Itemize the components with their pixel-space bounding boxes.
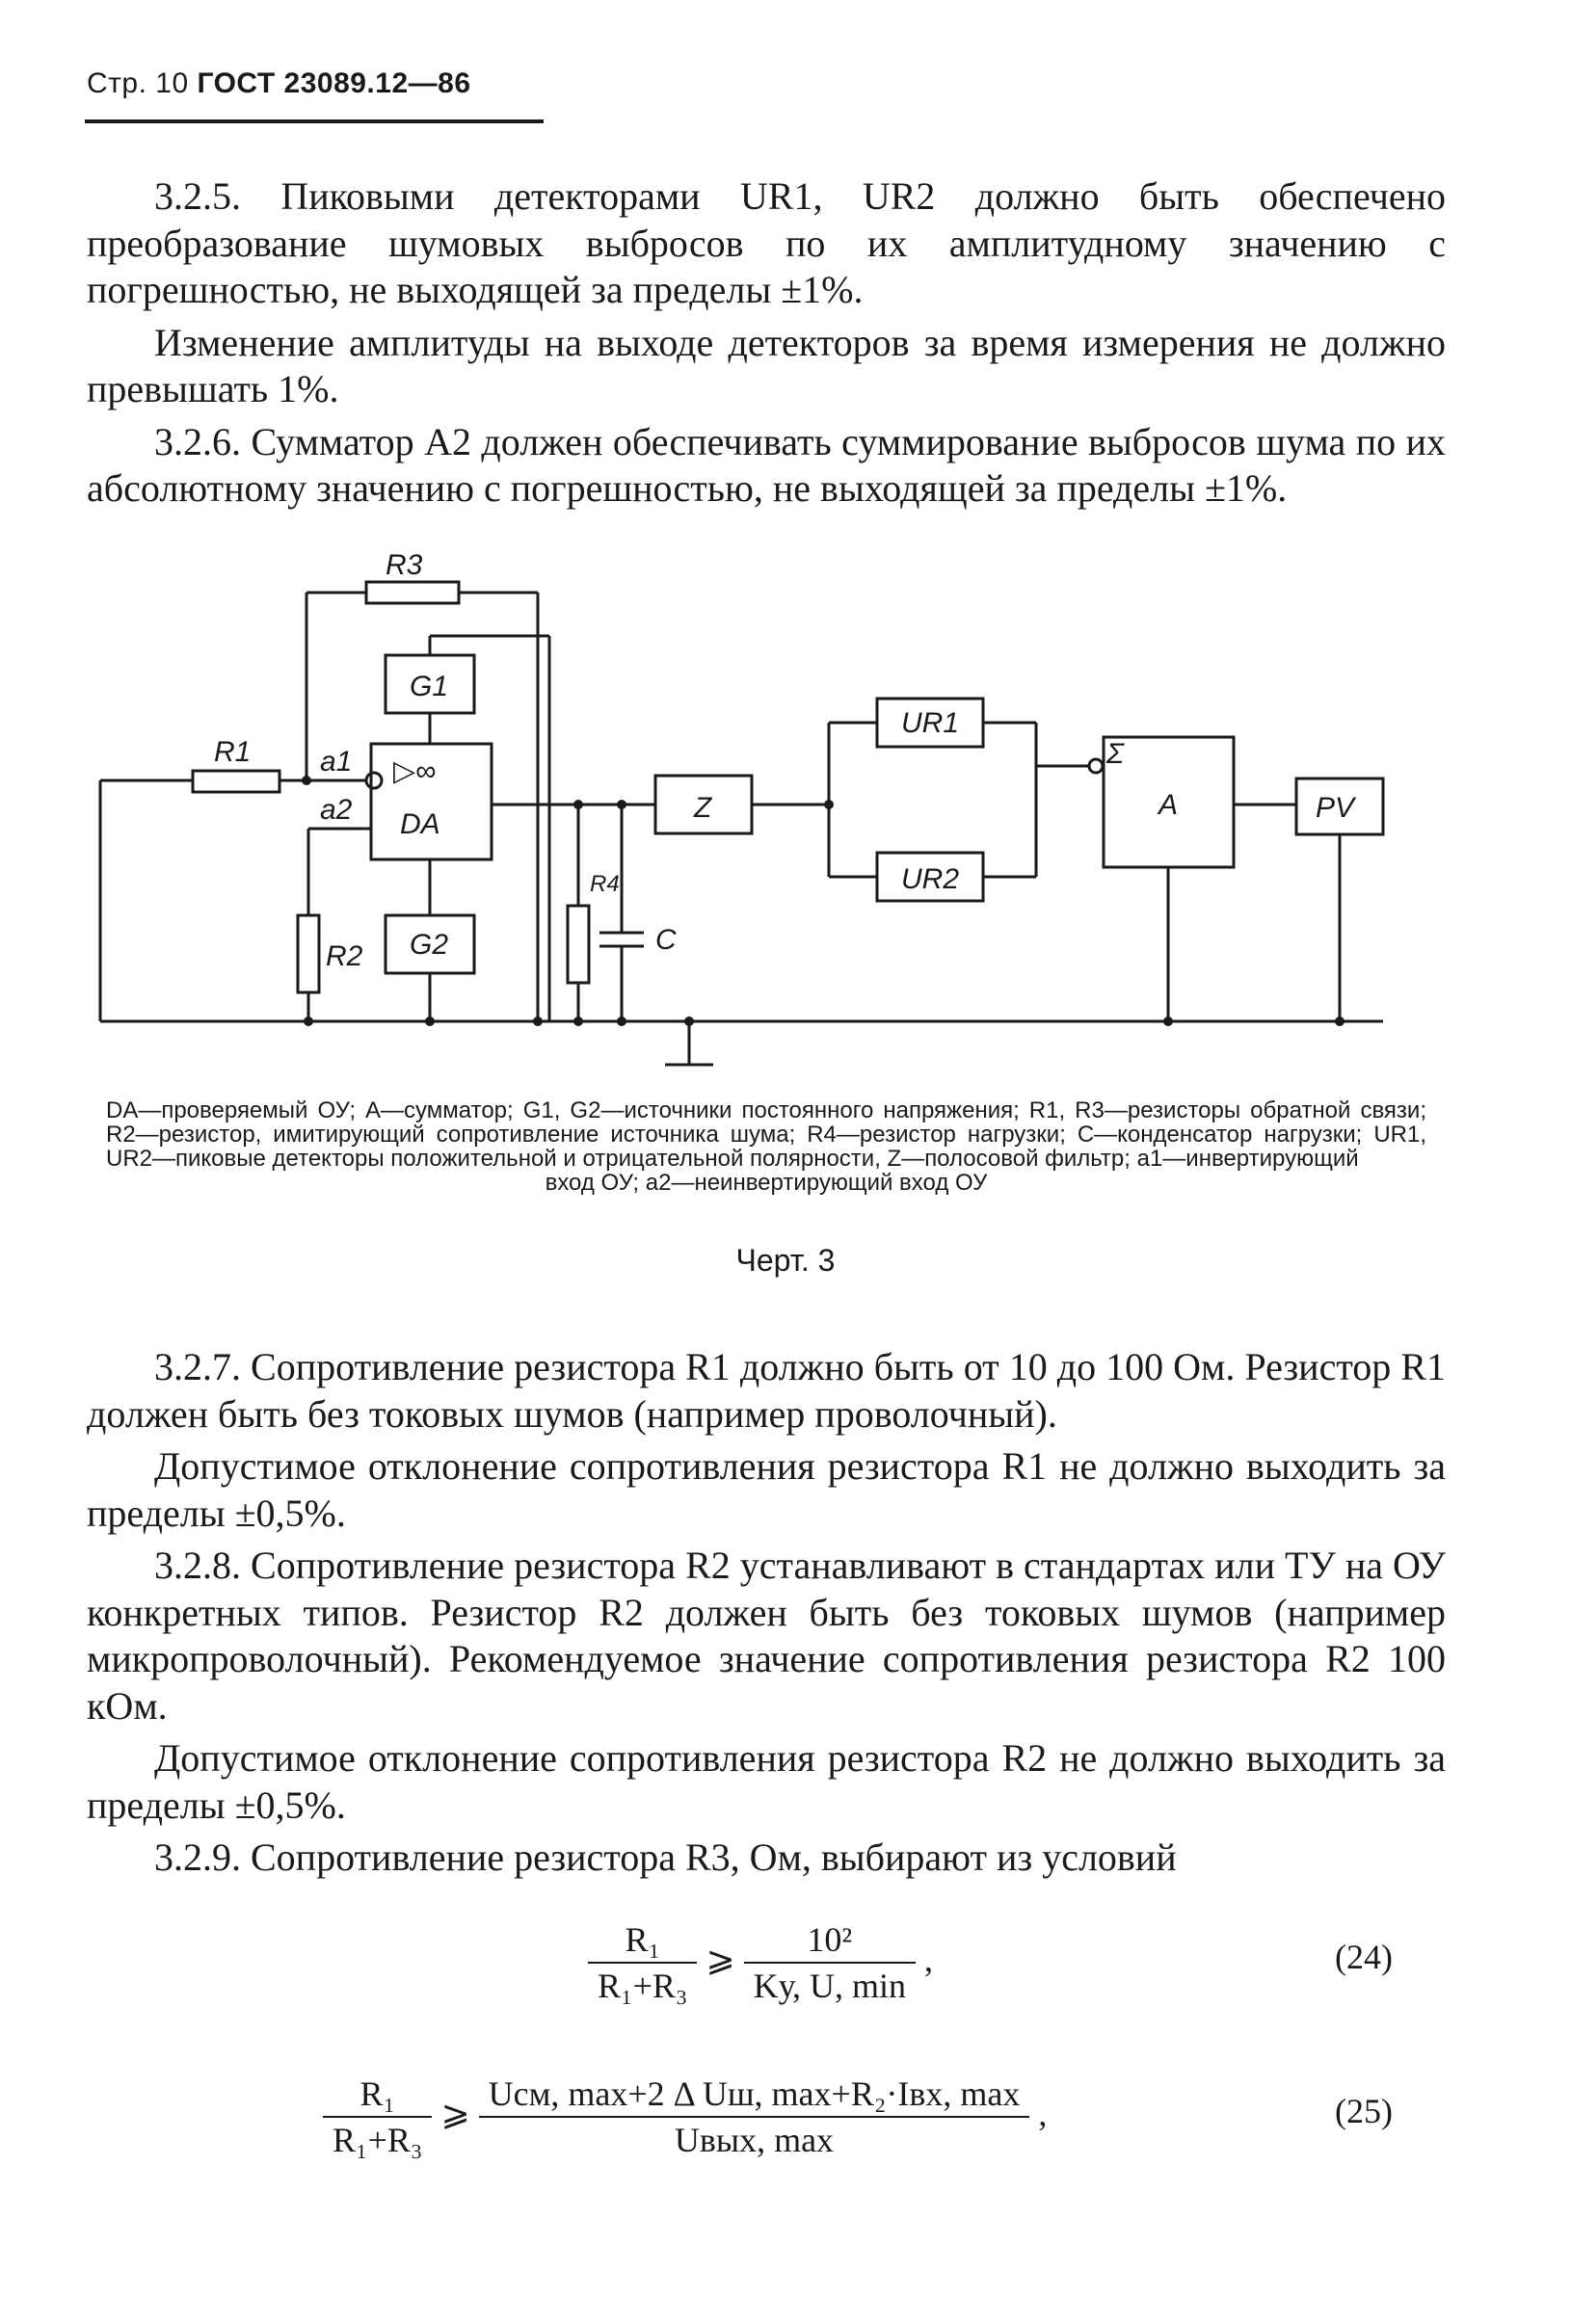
label-opamp: ▷∞ (393, 755, 437, 787)
label-g1: G1 (410, 671, 449, 702)
label-r3: R3 (386, 549, 423, 581)
figure-title: Черт. 3 (735, 1243, 836, 1278)
label-a: A (1158, 789, 1179, 821)
formula-24-lhs-num: R₁ (588, 1917, 697, 1964)
label-da: DA (400, 808, 440, 840)
paragraph-3-2-8-b: Допустимое отклонение сопротивления резистора R2 не должно выходить за пределы ±0,5%. (87, 1736, 1446, 1827)
formula-25-rhs-num: Uсм, max+2 Δ Uш, max+R₂·Iвх, max (479, 2072, 1030, 2118)
formula-24-rhs-den: Kу, U, min (753, 1967, 907, 2005)
page-number: Стр. 10 (87, 67, 189, 99)
formula-25-tail: , (1038, 2094, 1048, 2133)
formula-24-tail: , (924, 1940, 934, 1979)
document-code: ГОСТ 23089.12—86 (197, 67, 471, 99)
formula-25 (323, 2072, 1047, 2162)
label-a1: a1 (320, 746, 353, 778)
resistor-r1 (193, 771, 280, 792)
paragraph-3-2-5: 3.2.5. Пиковыми детекторами UR1, UR2 должно быть обеспечено преобразование шумовых выбросов по их амплитудному значению с погрешностью, не выходящей за пределы ±1%. (87, 174, 1446, 311)
formula-24-relation: ⩾ (706, 1940, 735, 1979)
resistor-r4 (568, 906, 589, 983)
formula-24-lhs-den: R₁+R₃ (598, 1967, 688, 2005)
page-header (87, 67, 471, 100)
formula-25-relation: ⩾ (440, 2094, 470, 2133)
paragraph-3-2-6: 3.2.6. Сумматор A2 должен обеспечивать суммирование выбросов шума по их абсолютному значению с погрешностью, не выходящей за пределы ±1%. (87, 419, 1446, 510)
figure-caption (106, 1098, 1426, 1195)
label-ur1: UR1 (901, 707, 960, 739)
label-sigma: Σ (1106, 738, 1124, 770)
caption-last-line: вход ОУ; a2—неинвертирующий вход ОУ (545, 1170, 988, 1196)
text-block-bottom (87, 1344, 1446, 1882)
formula-25-rhs (479, 2072, 1030, 2162)
label-z: Z (694, 792, 712, 824)
text-block-top (87, 173, 1446, 513)
label-r4: R4 (590, 871, 620, 897)
label-r1: R1 (214, 736, 252, 768)
paragraph-3-2-8: 3.2.8. Сопротивление резистора R2 устанавливают в стандартах или ТУ на ОУ конкретных типов. Резистор R2 должен быть без токовых шумов (например микропроволочный). Рекомендуемое значение сопротивления резистора R2 100 кОм. (87, 1544, 1446, 1728)
caption-text: DA—проверяемый ОУ; A—сумматор; G1, G2—источники постоянного напряжения; R1, R3—резисторы обратной связи; R2—резистор, имитирующий сопротивление источника шума; R4—резистор нагрузки; C—конденсатор нагрузки; UR1, UR2—пиковые детекторы положительной и отрицательной полярности, Z—полосовой фильтр; a1—инвертирующий (106, 1097, 1426, 1172)
paragraph-3-2-7: 3.2.7. Сопротивление резистора R1 должно быть от 10 до 100 Ом. Резистор R1 должен быть без токовых шумов (например проволочный). (87, 1345, 1446, 1436)
formula-24 (588, 1917, 933, 2008)
label-g2: G2 (410, 929, 449, 961)
formula-25-lhs (323, 2072, 432, 2162)
formula-25-rhs-den: Uвых, max (674, 2121, 835, 2159)
label-r2: R2 (326, 940, 363, 972)
formula-24-lhs (588, 1917, 697, 2008)
resistor-r3 (366, 582, 459, 603)
paragraph-3-2-7-b: Допустимое отклонение сопротивления резистора R1 не должно выходить за пределы ±0,5%. (87, 1444, 1446, 1535)
formula-25-lhs-den: R₁+R₃ (333, 2121, 423, 2159)
formula-25-lhs-num: R₁ (323, 2072, 432, 2118)
paragraph-3-2-5-b: Изменение амплитуды на выходе детекторов за время измерения не должно превышать 1%. (87, 320, 1446, 410)
label-c: C (655, 924, 677, 956)
formula-24-rhs (744, 1917, 916, 2008)
equation-number-25: (25) (1335, 2092, 1393, 2130)
formula-24-rhs-num: 10² (744, 1917, 916, 1964)
resistor-r2 (298, 915, 319, 992)
paragraph-3-2-9: 3.2.9. Сопротивление резистора R3, Ом, выбирают из условий (154, 1835, 1177, 1879)
label-ur2: UR2 (901, 863, 960, 895)
label-a2: a2 (320, 794, 353, 826)
header-rule (85, 119, 544, 123)
equation-number-24: (24) (1335, 1938, 1393, 1976)
circuit-diagram (87, 540, 1436, 1079)
label-pv: PV (1316, 792, 1355, 824)
